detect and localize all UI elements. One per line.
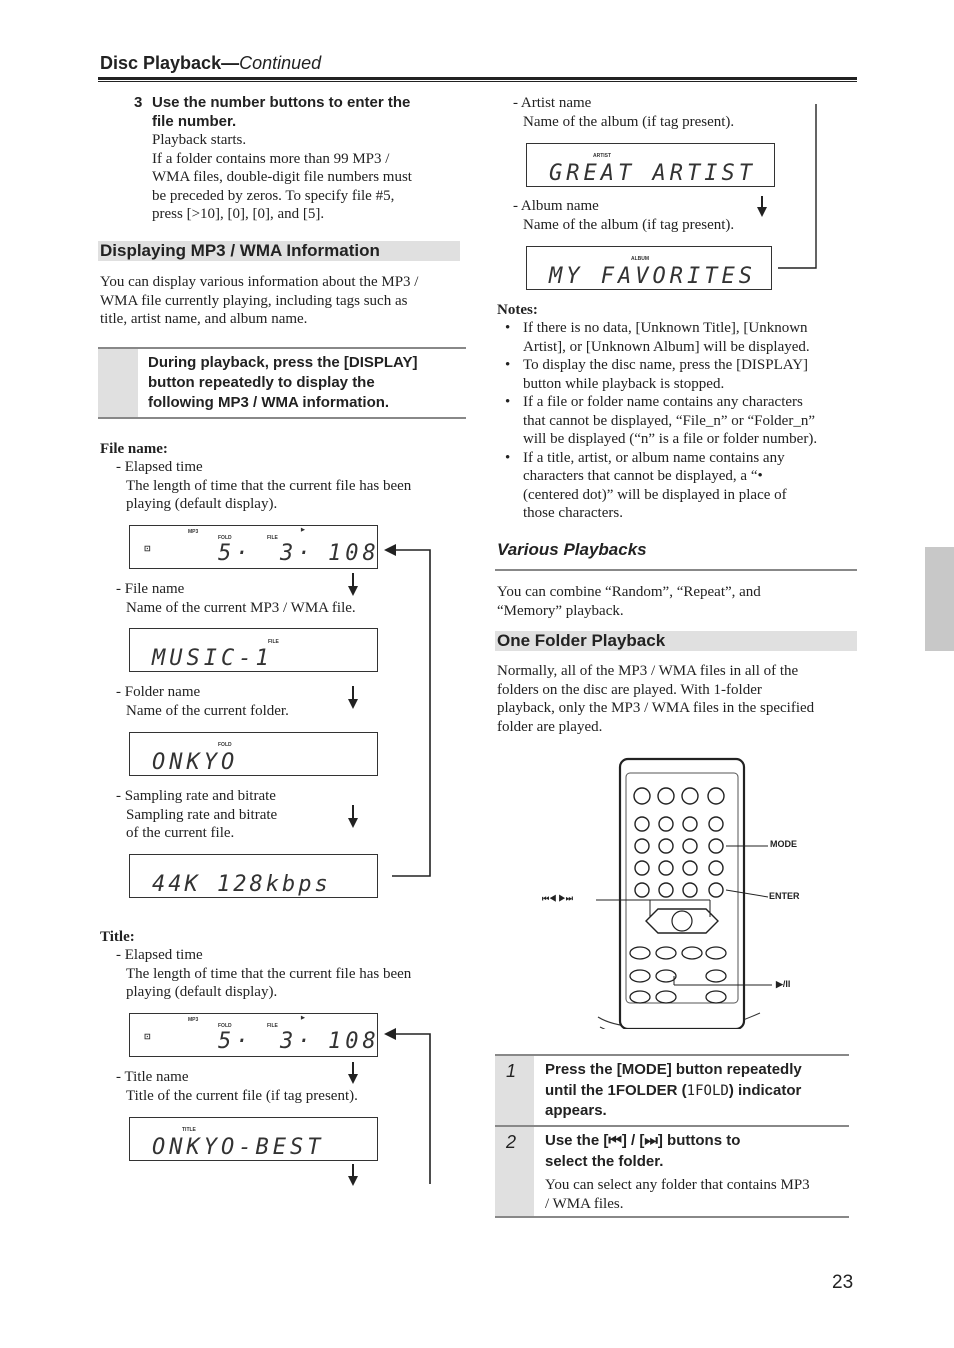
lcd-file-number: 3· <box>280 541 315 566</box>
section-title-display: Displaying MP3 / WMA Information <box>98 241 460 261</box>
arrow-stem <box>352 1164 354 1177</box>
arrow-stem <box>761 196 763 208</box>
item-desc: of the current file. <box>126 825 235 841</box>
steps-rule-mid <box>495 1125 849 1127</box>
lcd-title <box>129 1117 378 1161</box>
artist-item <box>513 94 734 131</box>
skip-back-icon: ⏮ <box>608 1132 622 1149</box>
item-label: - Artist name <box>513 95 592 111</box>
note-line: button while playback is stopped. <box>523 375 725 392</box>
remote-enter-label: ENTER <box>769 891 800 901</box>
note-line: To display the disc name, press the [DISPLAY] <box>523 357 809 373</box>
steps-rule-top <box>495 1054 849 1056</box>
step3-body-line: press [>10], [0], [0], and [5]. <box>152 206 325 222</box>
title-item-title <box>116 1068 358 1105</box>
title-item-elapsed <box>116 946 411 1002</box>
item-label: - Elapsed time <box>116 947 203 963</box>
lcd-fold-indicator: FOLD <box>218 742 232 748</box>
lcd-text: ONKYO-BEST <box>152 1135 325 1160</box>
loop-arrow-icon <box>380 1026 435 1186</box>
arrow-stem <box>352 573 354 587</box>
note-line: characters that cannot be displayed, a “• <box>523 468 763 484</box>
note-line: Artist], or [Unknown Album] will be displayed. <box>523 338 810 355</box>
header-rule <box>98 77 857 80</box>
disc-icon: ⊡ <box>144 1032 151 1041</box>
item-desc: Name of the album (if tag present). <box>523 216 735 233</box>
disc-icon: ⊡ <box>144 544 151 553</box>
intro-line: You can display various information about the MP3 / <box>100 274 419 290</box>
remote-mode-label: MODE <box>770 839 797 849</box>
note-line: that cannot be displayed, “File_n” or “Folder_n” <box>523 412 815 429</box>
lcd-time: 108 <box>328 541 380 566</box>
step3-title-line: Use the number buttons to enter the <box>152 94 411 111</box>
body-line: folder are played. <box>497 718 603 735</box>
step-number: 2 <box>506 1132 517 1152</box>
bullet-icon: • <box>505 357 511 373</box>
loop-line <box>776 100 821 275</box>
step-line: appears. <box>545 1102 607 1119</box>
remote-play-label: ▶/II <box>776 979 791 989</box>
intro-line: title, artist name, and album name. <box>100 311 308 327</box>
bullet-icon: • <box>505 394 511 410</box>
item-desc: The length of time that the current file has been <box>126 965 412 982</box>
item-desc: Title of the current file (if tag present). <box>126 1087 358 1104</box>
play-icon: ▶ <box>301 527 305 533</box>
various-rule <box>495 569 857 571</box>
note-line: those characters. <box>523 505 623 521</box>
display-intro <box>100 273 418 329</box>
header-title: Disc Playback— <box>100 53 240 73</box>
header-rule-thin <box>98 81 857 82</box>
item-label: - Title name <box>116 1069 189 1085</box>
step-number: 1 <box>506 1061 517 1081</box>
item-label: - Folder name <box>116 684 201 700</box>
fn-item-folder <box>116 683 289 720</box>
lcd-elapsed-title <box>129 1013 378 1057</box>
lcd-mp3-indicator: MP3 <box>188 529 199 535</box>
note-line: If there is no data, [Unknown Title], [Unknown <box>523 320 808 336</box>
notes-heading: Notes: <box>497 302 538 318</box>
step-line: ] buttons to <box>657 1132 741 1149</box>
step3-title-line: file number. <box>152 113 237 130</box>
lcd-elapsed-file <box>129 525 378 569</box>
body-line: Normally, all of the MP3 / WMA files in all of the <box>497 663 799 679</box>
lcd-text: MY FAVORITES <box>549 264 756 289</box>
step1-text <box>545 1060 802 1122</box>
note-item <box>505 393 817 449</box>
lcd-mp3-indicator: MP3 <box>188 1017 199 1023</box>
step-body-line: / WMA files. <box>545 1195 624 1212</box>
lcd-rate <box>129 854 378 898</box>
step-line: ] / [ <box>621 1132 645 1149</box>
step3-body-line: WMA files, double-digit file numbers must <box>152 169 412 185</box>
arrow-stem <box>352 1062 354 1075</box>
lcd-title-indicator: TITLE <box>182 1127 196 1133</box>
album-item <box>513 197 734 234</box>
item-label: - Sampling rate and bitrate <box>116 788 276 804</box>
step-line: ) indicator <box>728 1081 802 1099</box>
play-icon: ▶ <box>301 1015 305 1021</box>
step2-number-box <box>495 1127 534 1216</box>
item-label: - Elapsed time <box>116 459 203 475</box>
step2-body <box>545 1176 810 1213</box>
skip-forward-icon: ⏭ <box>644 1132 658 1149</box>
lcd-filename <box>129 628 378 672</box>
lcd-text: MUSIC-1 <box>152 646 273 671</box>
arrow-down-icon <box>757 207 767 217</box>
step3-number: 3 <box>134 94 143 111</box>
bullet-icon: • <box>505 449 511 466</box>
note-line: If a title, artist, or album name contains any <box>523 449 785 466</box>
remote-skip-label: ⏮◀ ▶⏭ <box>542 894 573 903</box>
item-desc: playing (default display). <box>126 984 278 1000</box>
instruction-rule-bottom <box>98 417 466 419</box>
lcd-file-indicator: FILE <box>268 639 279 645</box>
lcd-folder <box>129 732 378 776</box>
step-body-line: You can select any folder that contains MP3 <box>545 1177 810 1193</box>
header-continued: Continued <box>239 53 322 73</box>
step3-body <box>152 131 412 224</box>
item-desc: Sampling rate and bitrate <box>126 806 278 823</box>
instruction-line: During playback, press the [DISPLAY] <box>148 354 418 371</box>
step-line: until the 1FOLDER ( <box>545 1081 687 1099</box>
lcd-fold-indicator: FOLD <box>218 535 232 541</box>
lcd-time: 108 <box>328 1029 380 1054</box>
lcd-text: ONKYO <box>152 750 239 775</box>
remote-illustration <box>540 757 840 1029</box>
lcd-folder-number: 5· <box>218 1029 253 1054</box>
step-line: Press the [MODE] button repeatedly <box>545 1061 802 1078</box>
section-title-various: Various Playbacks <box>497 540 647 559</box>
arrow-stem <box>352 686 354 700</box>
instruction-line: following MP3 / WMA information. <box>148 394 390 411</box>
indicator-1fold: 1FOLD <box>686 1082 729 1099</box>
item-desc: playing (default display). <box>126 496 278 512</box>
body-line: playback, only the MP3 / WMA files in the specified <box>497 700 815 716</box>
note-line: If a file or folder name contains any characters <box>523 394 803 410</box>
one-folder-body <box>497 662 814 736</box>
lcd-file-indicator: FILE <box>267 535 278 541</box>
arrow-down-icon <box>348 1176 358 1186</box>
item-label: - File name <box>116 581 185 597</box>
step3-body-line: Playback starts. <box>152 132 247 148</box>
note-line: will be displayed (“n” is a file or folder number). <box>523 431 818 447</box>
note-item <box>505 319 817 356</box>
arrow-stem <box>352 805 354 819</box>
body-line: You can combine “Random”, “Repeat”, and <box>497 584 761 600</box>
item-desc: Name of the current folder. <box>126 702 289 719</box>
arrow-down-icon <box>348 818 358 828</box>
lcd-file-number: 3· <box>280 1029 315 1054</box>
loop-arrow-icon <box>380 540 435 880</box>
bullet-icon: • <box>505 320 511 336</box>
note-item <box>505 356 817 393</box>
item-desc: Name of the current MP3 / WMA file. <box>126 599 356 616</box>
instruction-marker <box>98 349 138 417</box>
arrow-down-icon <box>348 586 358 596</box>
lcd-artist-indicator: ARTIST <box>593 153 612 159</box>
instruction-text <box>148 353 418 413</box>
lcd-artist <box>526 143 775 187</box>
step3-body-line: If a folder contains more than 99 MP3 / <box>152 150 390 167</box>
notes-list <box>505 319 817 523</box>
section-tab <box>925 547 954 651</box>
fn-item-filename <box>116 580 356 617</box>
various-body <box>497 583 761 620</box>
page-number: 23 <box>832 1272 854 1293</box>
arrow-down-icon <box>348 699 358 709</box>
item-label: - Album name <box>513 198 599 214</box>
item-desc: The length of time that the current file has been <box>126 477 412 494</box>
page-header <box>100 53 321 74</box>
lcd-album <box>526 246 772 290</box>
step2-text <box>545 1131 740 1172</box>
note-item <box>505 449 817 523</box>
body-line: “Memory” playback. <box>497 602 624 619</box>
step-line: Use the [ <box>545 1132 609 1149</box>
lcd-album-indicator: ALBUM <box>631 256 650 262</box>
lcd-file-indicator: FILE <box>267 1023 278 1029</box>
title-heading: Title: <box>100 929 135 945</box>
step3-title <box>152 93 410 131</box>
instruction-rule-top <box>98 347 466 349</box>
section-title-one-folder: One Folder Playback <box>495 631 857 651</box>
arrow-down-icon <box>348 1074 358 1084</box>
intro-line: WMA file currently playing, including tags such as <box>100 292 408 309</box>
lcd-text: GREAT ARTIST <box>549 161 756 186</box>
instruction-line: button repeatedly to display the <box>148 374 375 391</box>
lcd-fold-indicator: FOLD <box>218 1023 232 1029</box>
step1-number-box <box>495 1056 534 1125</box>
step3-body-line: be preceded by zeros. To specify file #5, <box>152 187 395 204</box>
fn-item-elapsed <box>116 458 411 514</box>
fn-item-rate <box>116 787 277 843</box>
lcd-folder-number: 5· <box>218 541 253 566</box>
item-desc: Name of the album (if tag present). <box>523 113 735 130</box>
note-line: (centered dot)” will be displayed in place of <box>523 486 787 503</box>
file-name-heading: File name: <box>100 441 168 457</box>
body-line: folders on the disc are played. With 1-folder <box>497 681 762 698</box>
step-line: select the folder. <box>545 1152 664 1170</box>
lcd-text: 44K 128kbps <box>152 872 331 897</box>
steps-rule-bottom <box>495 1216 849 1218</box>
